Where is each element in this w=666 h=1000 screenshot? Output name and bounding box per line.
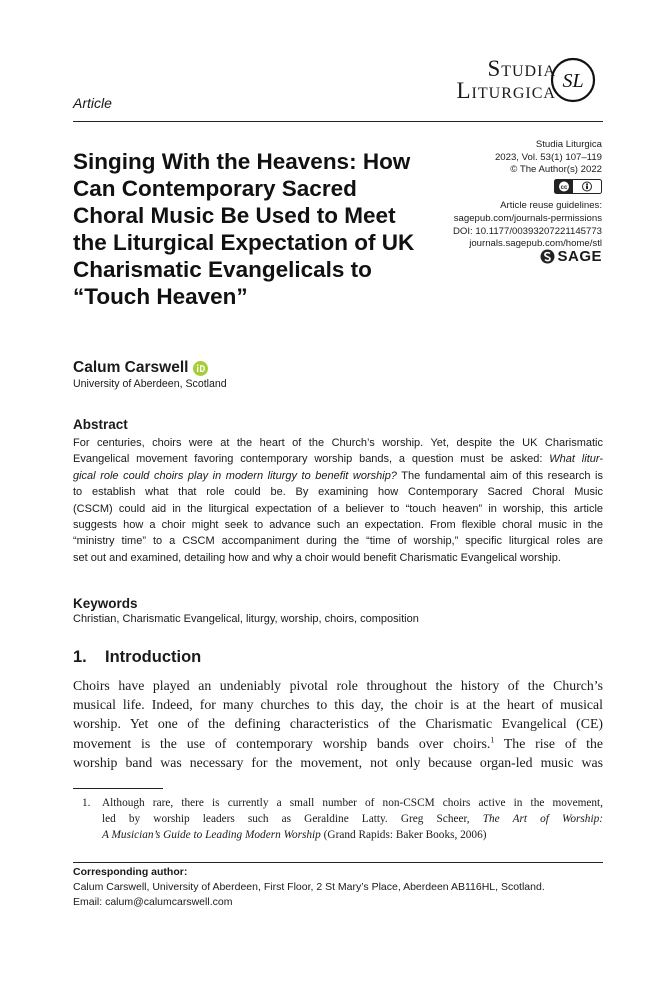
- header-divider: [73, 121, 603, 122]
- footnote-1: [82, 795, 603, 844]
- title-line: Choral Music Be Used to Meet: [73, 203, 396, 228]
- title-line: “Touch Heaven”: [73, 284, 248, 309]
- body-line: musical life. Indeed, for many churches to this day, the choir is at the heart of musical: [73, 697, 603, 713]
- title-line: Singing With the Heavens: How: [73, 149, 411, 174]
- journal-logo-text: [457, 58, 557, 102]
- footnote-number: 1.: [82, 797, 91, 809]
- logo-line-2: Liturgica: [456, 78, 556, 103]
- author-affiliation: University of Aberdeen, Scotland: [73, 378, 227, 390]
- body-line: [73, 734, 603, 753]
- journal-monogram-icon: [550, 57, 596, 103]
- body-line: Choirs have played an undeniably pivotal role throughout the history of the Church’s: [73, 678, 603, 693]
- correspondence-email[interactable]: Email: calum@calumcarswell.com: [73, 896, 233, 908]
- monogram-text: SL: [562, 70, 584, 92]
- author-block: [73, 359, 208, 377]
- body-line: worship. Yet one of the defining characteristics of the Charismatic Evangelical (CE): [73, 716, 603, 732]
- footnote-book-title: The Art of Worship:: [482, 813, 603, 826]
- title-line: the Liturgical Expectation of UK: [73, 230, 415, 255]
- abstract-line: (CSCM) could aid in the liturgical expectation of a believer to “touch heaven” in worship, this article: [73, 502, 603, 515]
- body-paragraph: [73, 676, 603, 772]
- abstract-body: [73, 435, 603, 566]
- reuse-label: Article reuse guidelines:: [500, 200, 602, 212]
- correspondence-address: Calum Carswell, University of Aberdeen, First Floor, 2 St Mary’s Place, Aberdeen AB116HL, Scotland.: [73, 881, 545, 893]
- section-number: 1.: [73, 648, 87, 666]
- sage-icon: [540, 249, 555, 264]
- sage-logo-text: SAGE: [557, 248, 602, 265]
- abstract-line: to establish what that role could be. By examining how Contemporary Sacred Choral Music: [73, 486, 603, 499]
- body-line-tail: The rise of the: [494, 735, 603, 751]
- footnote-line: [82, 811, 603, 827]
- sage-logo: [540, 248, 602, 265]
- keywords-list: Christian, Charismatic Evangelical, liturgy, worship, choirs, composition: [73, 613, 419, 625]
- body-line: worship band was necessary for the movement, not only because organ-led music was: [73, 754, 603, 770]
- section-heading: [73, 648, 201, 667]
- section-title: Introduction: [105, 648, 202, 666]
- abstract-line: set out and examined, detailing how and why a choir would benefit Charismatic Evangelical worship.: [73, 551, 561, 564]
- doi[interactable]: DOI: 10.1177/00393207221145773: [452, 225, 602, 237]
- footnote-text: led by worship leaders such as Geraldine Latty. Greg Scheer,: [102, 813, 483, 826]
- footnote-line: [82, 795, 603, 811]
- body-line-text: movement is the use of contemporary worship bands over choirs.: [73, 735, 491, 751]
- keywords-heading: Keywords: [73, 596, 138, 611]
- title-line: Charismatic Evangelicals to: [73, 257, 372, 282]
- abstract-heading: Abstract: [73, 417, 128, 432]
- author-name: Calum Carswell: [73, 359, 189, 376]
- correspondence-heading: Corresponding author:: [73, 866, 188, 878]
- abstract-line: For centuries, choirs were at the heart of the Church’s worship. Yet, despite the UK Charismatic: [73, 437, 603, 449]
- article-title: [73, 148, 433, 310]
- journal-name: Studia Liturgica: [535, 139, 602, 150]
- footnote-line: [82, 827, 603, 843]
- logo-line-1: Studia: [487, 56, 556, 81]
- footnote-text: (Grand Rapids: Baker Books, 2006): [320, 829, 487, 842]
- copyright: © The Author(s) 2022: [510, 164, 602, 176]
- title-line: Can Contemporary Sacred: [73, 176, 357, 201]
- journal-url[interactable]: journals.sagepub.com/home/stl: [469, 238, 602, 250]
- permissions-link[interactable]: sagepub.com/journals-permissions: [453, 212, 602, 224]
- footnote-divider: [73, 788, 163, 789]
- correspondence-divider: [73, 862, 603, 863]
- svg-text:cc: cc: [560, 184, 568, 191]
- orcid-icon[interactable]: [193, 361, 208, 376]
- abstract-line: Evangelical movement favoring contemporary worship bands, a question must be asked: What litur-: [73, 453, 603, 466]
- abstract-line: “ministry time” to a CSCM accompaniment during the “time of worship,” specific liturgical roles are: [73, 535, 603, 548]
- journal-meta: [453, 139, 602, 251]
- footnote-ref-1[interactable]: 1: [490, 735, 495, 745]
- abstract-line: suggests how a choir might seek to advance such an expectation. From flexible choral music in the: [73, 519, 603, 532]
- journal-volume: 2023, Vol. 53(1) 107–119: [494, 151, 602, 163]
- footnote-book-subtitle: A Musician’s Guide to Leading Modern Worship: [102, 829, 321, 842]
- article-type-label: Article: [73, 95, 112, 111]
- creative-commons-icon: [554, 179, 602, 194]
- abstract-line: gical role could choirs play in modern liturgy to benefit worship? The fundamental aim of this research is: [73, 469, 603, 482]
- footnote-text: Although rare, there is currently a small number of non-CSCM choirs active in the movement,: [102, 797, 603, 809]
